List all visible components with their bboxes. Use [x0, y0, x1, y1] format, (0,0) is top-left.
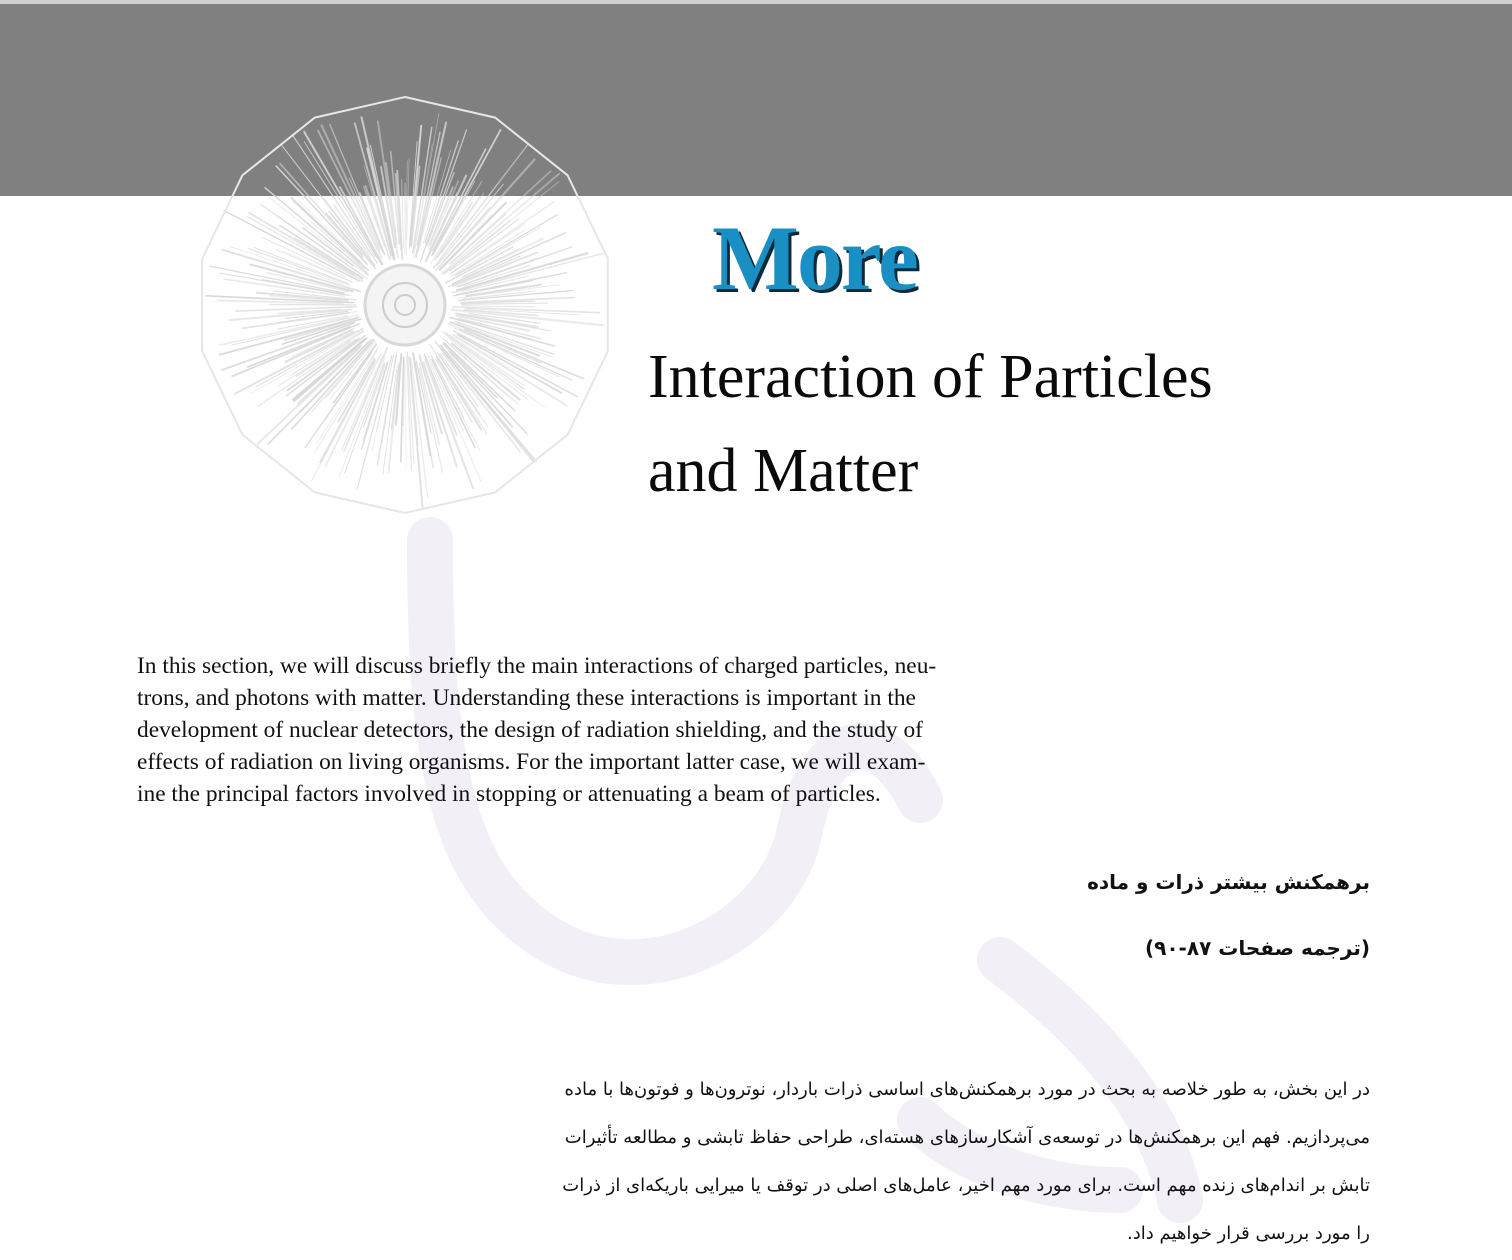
intro-line: trons, and photons with matter. Understanding these interactions is important in the: [137, 685, 916, 711]
translation-pages-note: (ترجمه صفحات ۸۷-۹۰): [1144, 936, 1370, 960]
translation-line: را مورد بررسی قرار خواهیم داد.: [1127, 1223, 1370, 1244]
translation-line: در این بخش، به طور خلاصه به بحث در مورد برهمکنش‌های اساسی ذرات باردار، نوترون‌ها و فوتون‌ها با ماده: [564, 1079, 1370, 1100]
intro-paragraph-persian: [412, 1066, 1370, 1258]
translation-heading: برهمکنش بیشتر ذرات و ماده: [1087, 870, 1370, 894]
intro-line: effects of radiation on living organisms. For the important latter case, we will exam-: [137, 749, 926, 775]
intro-line: In this section, we will discuss briefly the main interactions of charged particles, neu-: [137, 653, 937, 679]
chapter-title: [648, 330, 1468, 518]
translation-line: تابش بر اندام‌های زنده مهم است. برای مورد مهم اخیر، عامل‌های اصلی در توقف یا میرایی باریکه‌ای از ذرات: [562, 1175, 1370, 1196]
intro-line: ine the principal factors involved in stopping or attenuating a beam of particles.: [137, 781, 881, 807]
intro-line: development of nuclear detectors, the design of radiation shielding, and the study of: [137, 717, 923, 743]
more-title: More: [712, 207, 917, 309]
intro-paragraph-english: [137, 650, 1045, 810]
chapter-title-line: Interaction of Particles: [648, 343, 1213, 411]
chapter-title-line: and Matter: [648, 437, 919, 505]
translation-line: می‌پردازیم. فهم این برهمکنش‌ها در توسعه‌ی آشکارسازهای هسته‌ای، طراحی حفاظ تابشی و مطالعه تأثیرات: [564, 1127, 1370, 1148]
particle-shower-icon: [200, 90, 640, 530]
